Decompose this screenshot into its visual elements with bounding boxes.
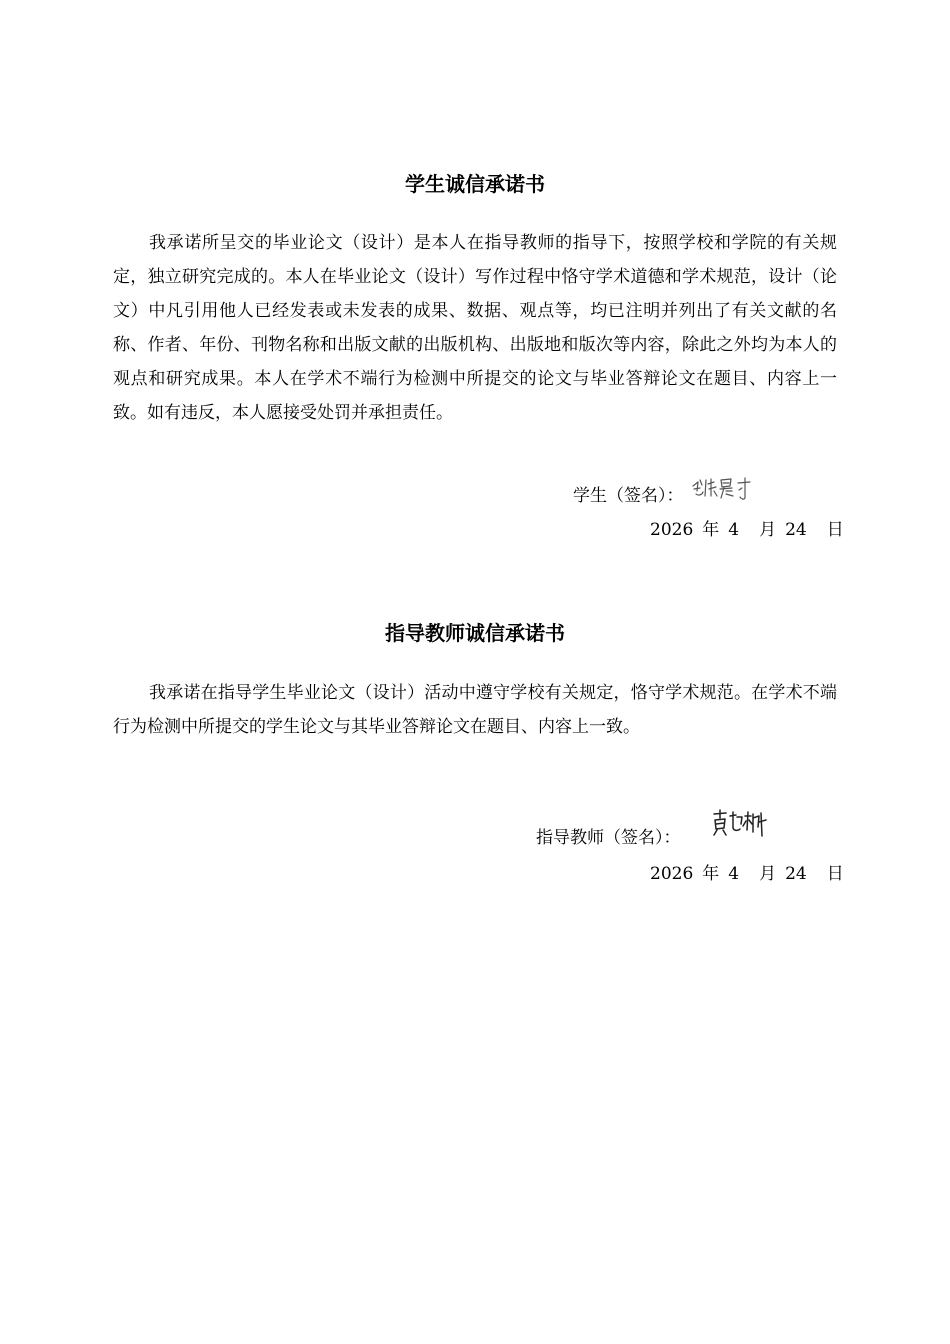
advisor-pledge-title: 指导教师诚信承诺书	[385, 621, 565, 645]
advisor-date-month: 4	[728, 864, 740, 884]
advisor-pledge-body: 我承诺在指导学生毕业论文（设计）活动中遵守学校有关规定，恪守学术规范。在学术不端行为检测中所提交的学生论文与其毕业答辩论文在题目、内容上一致。	[113, 683, 837, 737]
student-date-year: 2026	[650, 520, 694, 540]
student-date-month: 4	[728, 520, 740, 540]
advisor-date-year-unit: 年	[702, 864, 720, 884]
student-pledge-body: 我承诺所呈交的毕业论文（设计）是本人在指导教师的指导下，按照学校和学院的有关规定，独立研究完成的。本人在毕业论文（设计）写作过程中恪守学术道德和学术规范，设计（论文）中凡引用他人已经发表或未发表的成果、数据、观点等，均已注明并列出了有关文献的名称、作者、年份、刊物名称和出版文献的出版机构、出版地和版次等内容，除此之外均为本人的观点和研究成果。本人在学术不端行为检测中所提交的论文与毕业答辩论文在题目、内容上一致。如有违反，本人愿接受处罚并承担责任。	[113, 233, 837, 423]
student-pledge-title: 学生诚信承诺书	[405, 172, 545, 196]
student-date-month-unit: 月	[759, 520, 777, 540]
student-handwritten-signature	[690, 474, 758, 502]
advisor-date-month-unit: 月	[759, 864, 777, 884]
advisor-signature-date	[650, 859, 844, 884]
advisor-signature-label: 指导教师（签名）：	[536, 828, 681, 848]
advisor-date-day: 24	[785, 864, 807, 884]
student-signature-label: 学生（签名）：	[573, 486, 684, 506]
student-date-year-unit: 年	[702, 520, 720, 540]
student-date-day-unit: 日	[826, 520, 844, 540]
advisor-date-year: 2026	[650, 864, 694, 884]
student-date-day: 24	[785, 520, 807, 540]
student-signature-date	[650, 515, 844, 540]
advisor-handwritten-signature	[712, 808, 768, 842]
advisor-date-day-unit: 日	[826, 864, 844, 884]
